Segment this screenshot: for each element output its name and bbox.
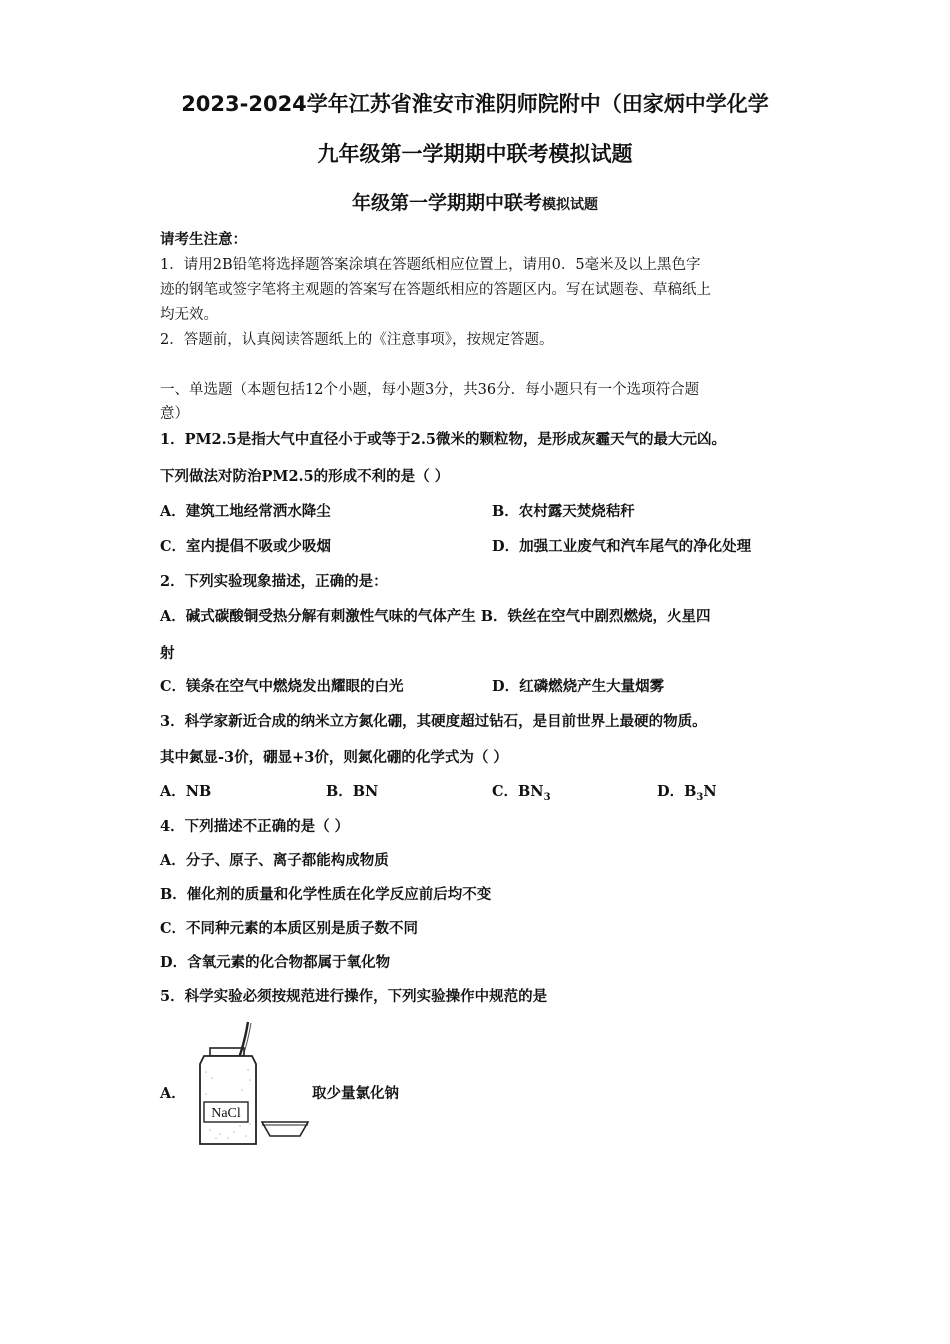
section-heading-line-1: 一、单选题（本题包括12个小题，每小题3分，共36分．每小题只有一个选项符合题: [160, 382, 700, 398]
q2-option-c: C．镁条在空气中燃烧发出耀眼的白光: [160, 678, 404, 695]
q2-option-ab-line-1: A．碱式碳酸铜受热分解有刺激性气味的气体产生 B．铁丝在空气中剧烈燃烧，火星四: [160, 608, 711, 625]
q4-option-c: C．不同种元素的本质区别是质子数不同: [160, 920, 419, 937]
notice-item-1-line-1: 1．请用2B铅笔将选择题答案涂填在答题纸相应位置上，请用0．5毫米及以上黑色字: [160, 257, 701, 273]
q2-stem: 2．下列实验现象描述，正确的是：: [160, 573, 388, 590]
title-line-3: [0, 188, 950, 215]
q3-option-a: A．NB: [160, 783, 212, 800]
q3-option-c-sub: 3: [543, 791, 551, 803]
q1-option-d: D．加强工业废气和汽车尾气的净化处理: [492, 538, 752, 555]
q3-option-d: [657, 780, 717, 803]
q1-stem-line-2: 下列做法对防治PM2.5的形成不利的是（ ）: [160, 468, 450, 485]
title-line-3-small: 模拟试题: [542, 197, 598, 213]
q1-option-b: B．农村露天焚烧秸秆: [492, 503, 635, 520]
q3-option-d-sub: 3: [696, 791, 704, 803]
notice-heading: 请考生注意：: [160, 231, 247, 248]
title-line-2: 九年级第一学期期中联考模拟试题: [317, 142, 633, 166]
notice-item-1-line-3: 均无效。: [160, 307, 218, 323]
q4-option-a: A．分子、原子、离子都能构成物质: [160, 852, 389, 869]
weighing-dish: [262, 1122, 308, 1136]
section-heading-line-2: 意）: [160, 406, 189, 422]
title-line-3-main: 年级第一学期期中联考: [351, 192, 542, 214]
q5-stem: 5．科学实验必须按规范进行操作，下列实验操作中规范的是: [160, 988, 548, 1005]
q5-option-a-text: 取少量氯化钠: [312, 1085, 399, 1102]
q3-option-b: B．BN: [326, 783, 379, 800]
q1-option-a: A．建筑工地经常洒水降尘: [160, 503, 331, 520]
q1-option-c: C．室内提倡不吸或少吸烟: [160, 538, 332, 555]
jar-body: [200, 1056, 256, 1144]
notice-item-1-line-2: 迹的钢笔或签字笔将主观题的答案写在答题纸相应的答题区内。写在试题卷、草稿纸上: [160, 282, 711, 298]
q2-option-d: D．红磷燃烧产生大量烟雾: [492, 678, 665, 695]
q1-stem-line-1: 1．PM2.5是指大气中直径小于或等于2.5微米的颗粒物，是形成灰霾天气的最大元凶。: [160, 431, 726, 448]
q3-stem-line-1: 3．科学家新近合成的纳米立方氮化硼，其硬度超过钻石，是目前世界上最硬的物质。: [160, 713, 707, 730]
q4-option-d: D．含氧元素的化合物都属于氧化物: [160, 954, 391, 971]
q3-stem-line-2: 其中氮显-3价，硼显+3价，则氮化硼的化学式为（ ）: [160, 749, 508, 766]
q5-option-a-label: A．: [160, 1085, 186, 1102]
jar-label-text: NaCl: [211, 1106, 241, 1121]
q4-option-b: B．催化剂的质量和化学性质在化学反应前后均不变: [160, 886, 492, 903]
q3-option-d-pre: D．B: [657, 783, 697, 800]
q3-option-c: [492, 780, 551, 803]
q2-option-ab-line-2: 射: [160, 645, 175, 662]
q4-stem: 4．下列描述不正确的是（ ）: [160, 818, 350, 835]
notice-item-2: 2．答题前，认真阅读答题纸上的《注意事项》，按规定答题。: [160, 332, 554, 348]
title-line-1: 2023-2024学年江苏省淮安市淮阴师院附中（田家炳中学化学: [181, 92, 769, 116]
q3-option-d-post: N: [703, 783, 717, 800]
q3-option-c-main: C．BN: [492, 783, 544, 800]
nacl-jar-spoon-figure: [190, 1020, 320, 1152]
